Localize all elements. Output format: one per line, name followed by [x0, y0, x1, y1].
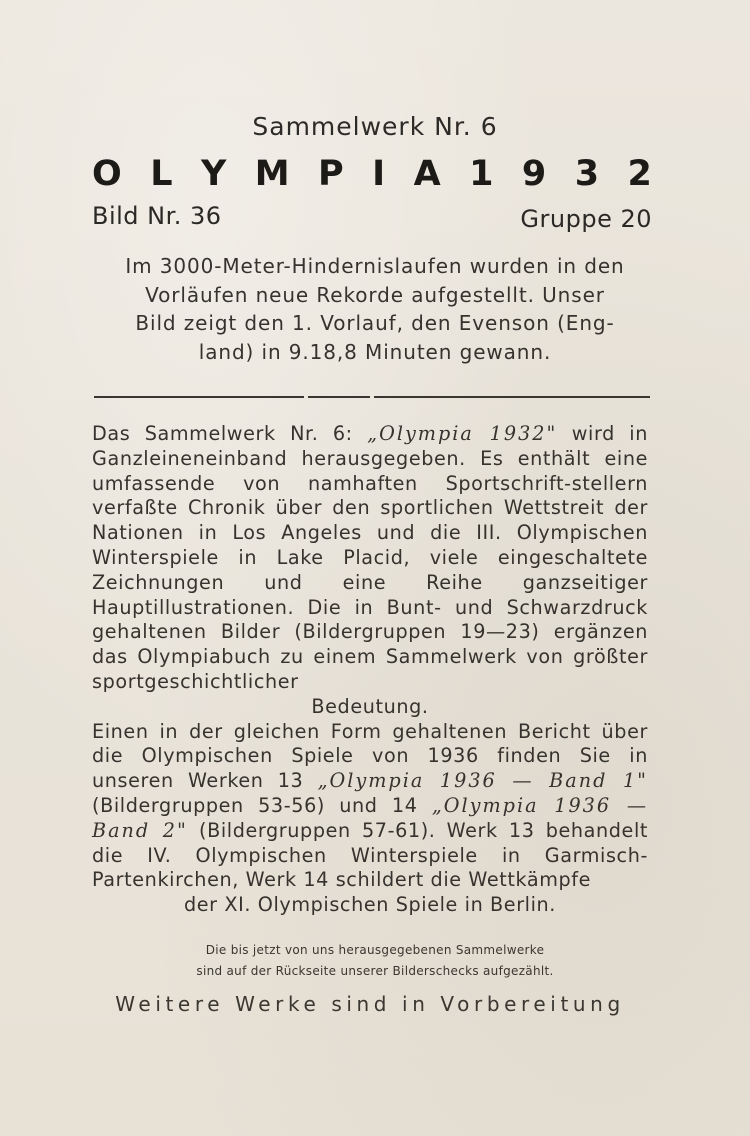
- paragraph-1-last-line: Bedeutung.: [311, 694, 429, 718]
- note-line: sind auf der Rückseite unserer Bilderschecks aufgezählt.: [196, 964, 554, 978]
- caption-line: land) in 9.18,8 Minuten gewann.: [198, 339, 552, 364]
- main-title: [92, 154, 652, 194]
- book-title: „Olympia 1932": [367, 422, 558, 445]
- title-digit: 2: [627, 154, 652, 194]
- paragraph-text: Einen in der gleichen Form gehaltenen Bericht über die Olympischen Spiele von 1936 finden Sie in unseren Werken 13: [92, 719, 648, 793]
- title-letter: I: [372, 154, 386, 194]
- small-note: [0, 940, 750, 982]
- title-digit: 3: [574, 154, 600, 194]
- note-line: Die bis jetzt von uns herausgegebenen Sammelwerke: [205, 943, 545, 957]
- picture-number: Bild Nr. 36: [92, 202, 222, 230]
- divider-segment: [374, 396, 650, 398]
- paragraph-1: [92, 422, 648, 695]
- footer-text: Weitere Werke sind in Vorbereitung: [115, 992, 625, 1016]
- paragraph-text: Das Sammelwerk Nr. 6:: [92, 422, 353, 445]
- paragraph-2: [92, 720, 648, 894]
- title-letter: A: [413, 154, 441, 194]
- caption-line: Vorläufen neue Rekorde aufgestellt. Unser: [145, 282, 605, 307]
- title-letter: M: [254, 154, 290, 194]
- book-title: „Olympia 1936 — Band 2": [92, 793, 649, 842]
- divider-rule: [94, 396, 650, 398]
- title-letter: P: [318, 154, 344, 194]
- title-letter: L: [150, 154, 173, 194]
- divider-segment: [308, 396, 370, 398]
- title-digit: 1: [469, 154, 494, 194]
- title-digit: 9: [521, 154, 547, 194]
- series-title: Sammelwerk Nr. 6: [252, 112, 498, 141]
- caption-line: Bild zeigt den 1. Vorlauf, den Evenson (Eng-: [135, 311, 615, 335]
- paragraph-text: (Bildergruppen 57-61). Werk 13 behandelt die IV. Olympischen Winterspiele in Garmisch-Partenkirchen, Werk 14 schildert die Wettkämpfe: [92, 818, 649, 892]
- group-number: Gruppe 20: [520, 205, 652, 233]
- caption-line: Im 3000-Meter-Hindernislaufen wurden in den: [125, 254, 625, 278]
- description-text: [92, 422, 648, 918]
- title-letter: O: [92, 154, 122, 194]
- paragraph-text: wird in Ganzleineneinband herausgegeben. Es enthält eine umfassende von namhaften Sportschrift-stellern verfaßte Chronik über den sportlichen Wettstreit der Nationen in Los Angeles und die III. Olympischen Winterspiele in Lake Placid, viele eingeschaltete Zeichnungen und eine Reihe ganzseitiger Hauptillustrationen. Die in Bunt- und Schwarzdruck gehaltenen Bilder (Bildergruppen 19—23) ergänzen das Olympiabuch zu einem Sammelwerk von größter sportgeschichtlicher: [92, 422, 648, 693]
- paragraph-2-last-line: der XI. Olympischen Spiele in Berlin.: [183, 893, 557, 917]
- title-letter: Y: [200, 154, 227, 194]
- paragraph-text: (Bildergruppen 53-56) und 14: [92, 793, 418, 817]
- book-title: „Olympia 1936 — Band 1": [317, 769, 649, 793]
- picture-caption: [88, 252, 662, 366]
- divider-segment: [94, 396, 304, 398]
